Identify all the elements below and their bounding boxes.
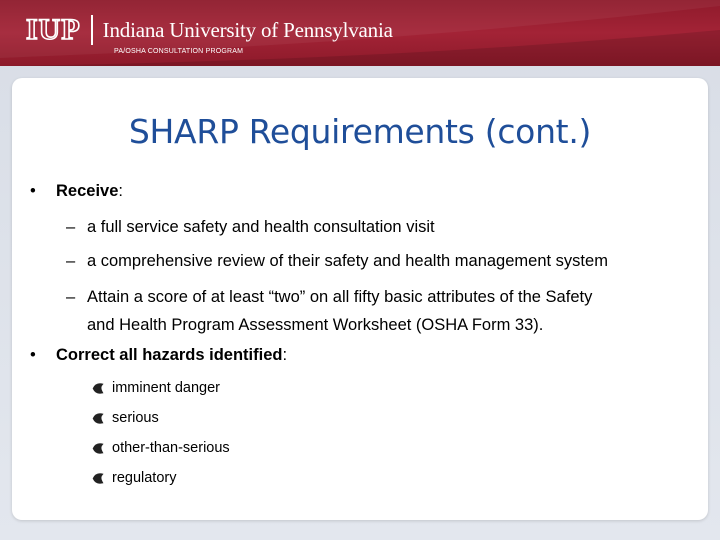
subitem-dash: – [66,252,76,270]
ornamental-leaf-icon [92,382,112,394]
subitem-text: Attain a score of at least “two” on all fifty basic attributes of the Safety [87,288,593,306]
bullet-label: Receive [56,182,119,200]
ornamental-leaf-icon [92,412,112,424]
bullet-receive [30,182,123,201]
subitem-dash: – [66,288,76,306]
subitem-dash: – [66,218,76,236]
subitem-attain-score-continued [87,312,543,338]
slide-title: SHARP Requirements (cont.) [128,112,592,151]
bullet-colon: : [118,182,123,200]
hazard-item-text: other-than-serious [112,440,230,456]
subitem-text: and Health Program Assessment Worksheet (OSHA Form 33). [87,316,544,334]
hazard-item-imminent-danger [92,380,220,396]
logo-divider [91,15,93,45]
hazard-item-text: regulatory [112,470,177,486]
hazard-item-text: imminent danger [112,380,220,396]
bullet-correct-hazards [30,346,287,365]
ornamental-leaf-icon [92,442,112,454]
hazard-item-other-than-serious [92,440,230,456]
slide-header [0,0,720,66]
bullet-dot: • [30,182,36,200]
program-label: PA/OSHA CONSULTATION PROGRAM [114,48,244,55]
hazard-item-serious [92,410,159,426]
subitem-consultation-visit [66,214,435,240]
ornamental-leaf-icon [92,472,112,484]
subitem-attain-score [66,284,592,310]
university-name: Indiana University of Pennsylvania [102,18,393,42]
subitem-comprehensive-review [66,248,608,274]
hazard-item-text: serious [112,410,159,426]
subitem-text: a full service safety and health consultation visit [87,218,435,236]
subitem-text: a comprehensive review of their safety and health management system [87,252,608,270]
bullet-label: Correct all hazards identified [56,346,283,364]
logo-mark: IUP [26,13,81,46]
hazard-item-regulatory [92,470,176,486]
bullet-colon: : [282,346,288,364]
bullet-dot: • [30,346,36,364]
iup-logo [26,14,393,46]
